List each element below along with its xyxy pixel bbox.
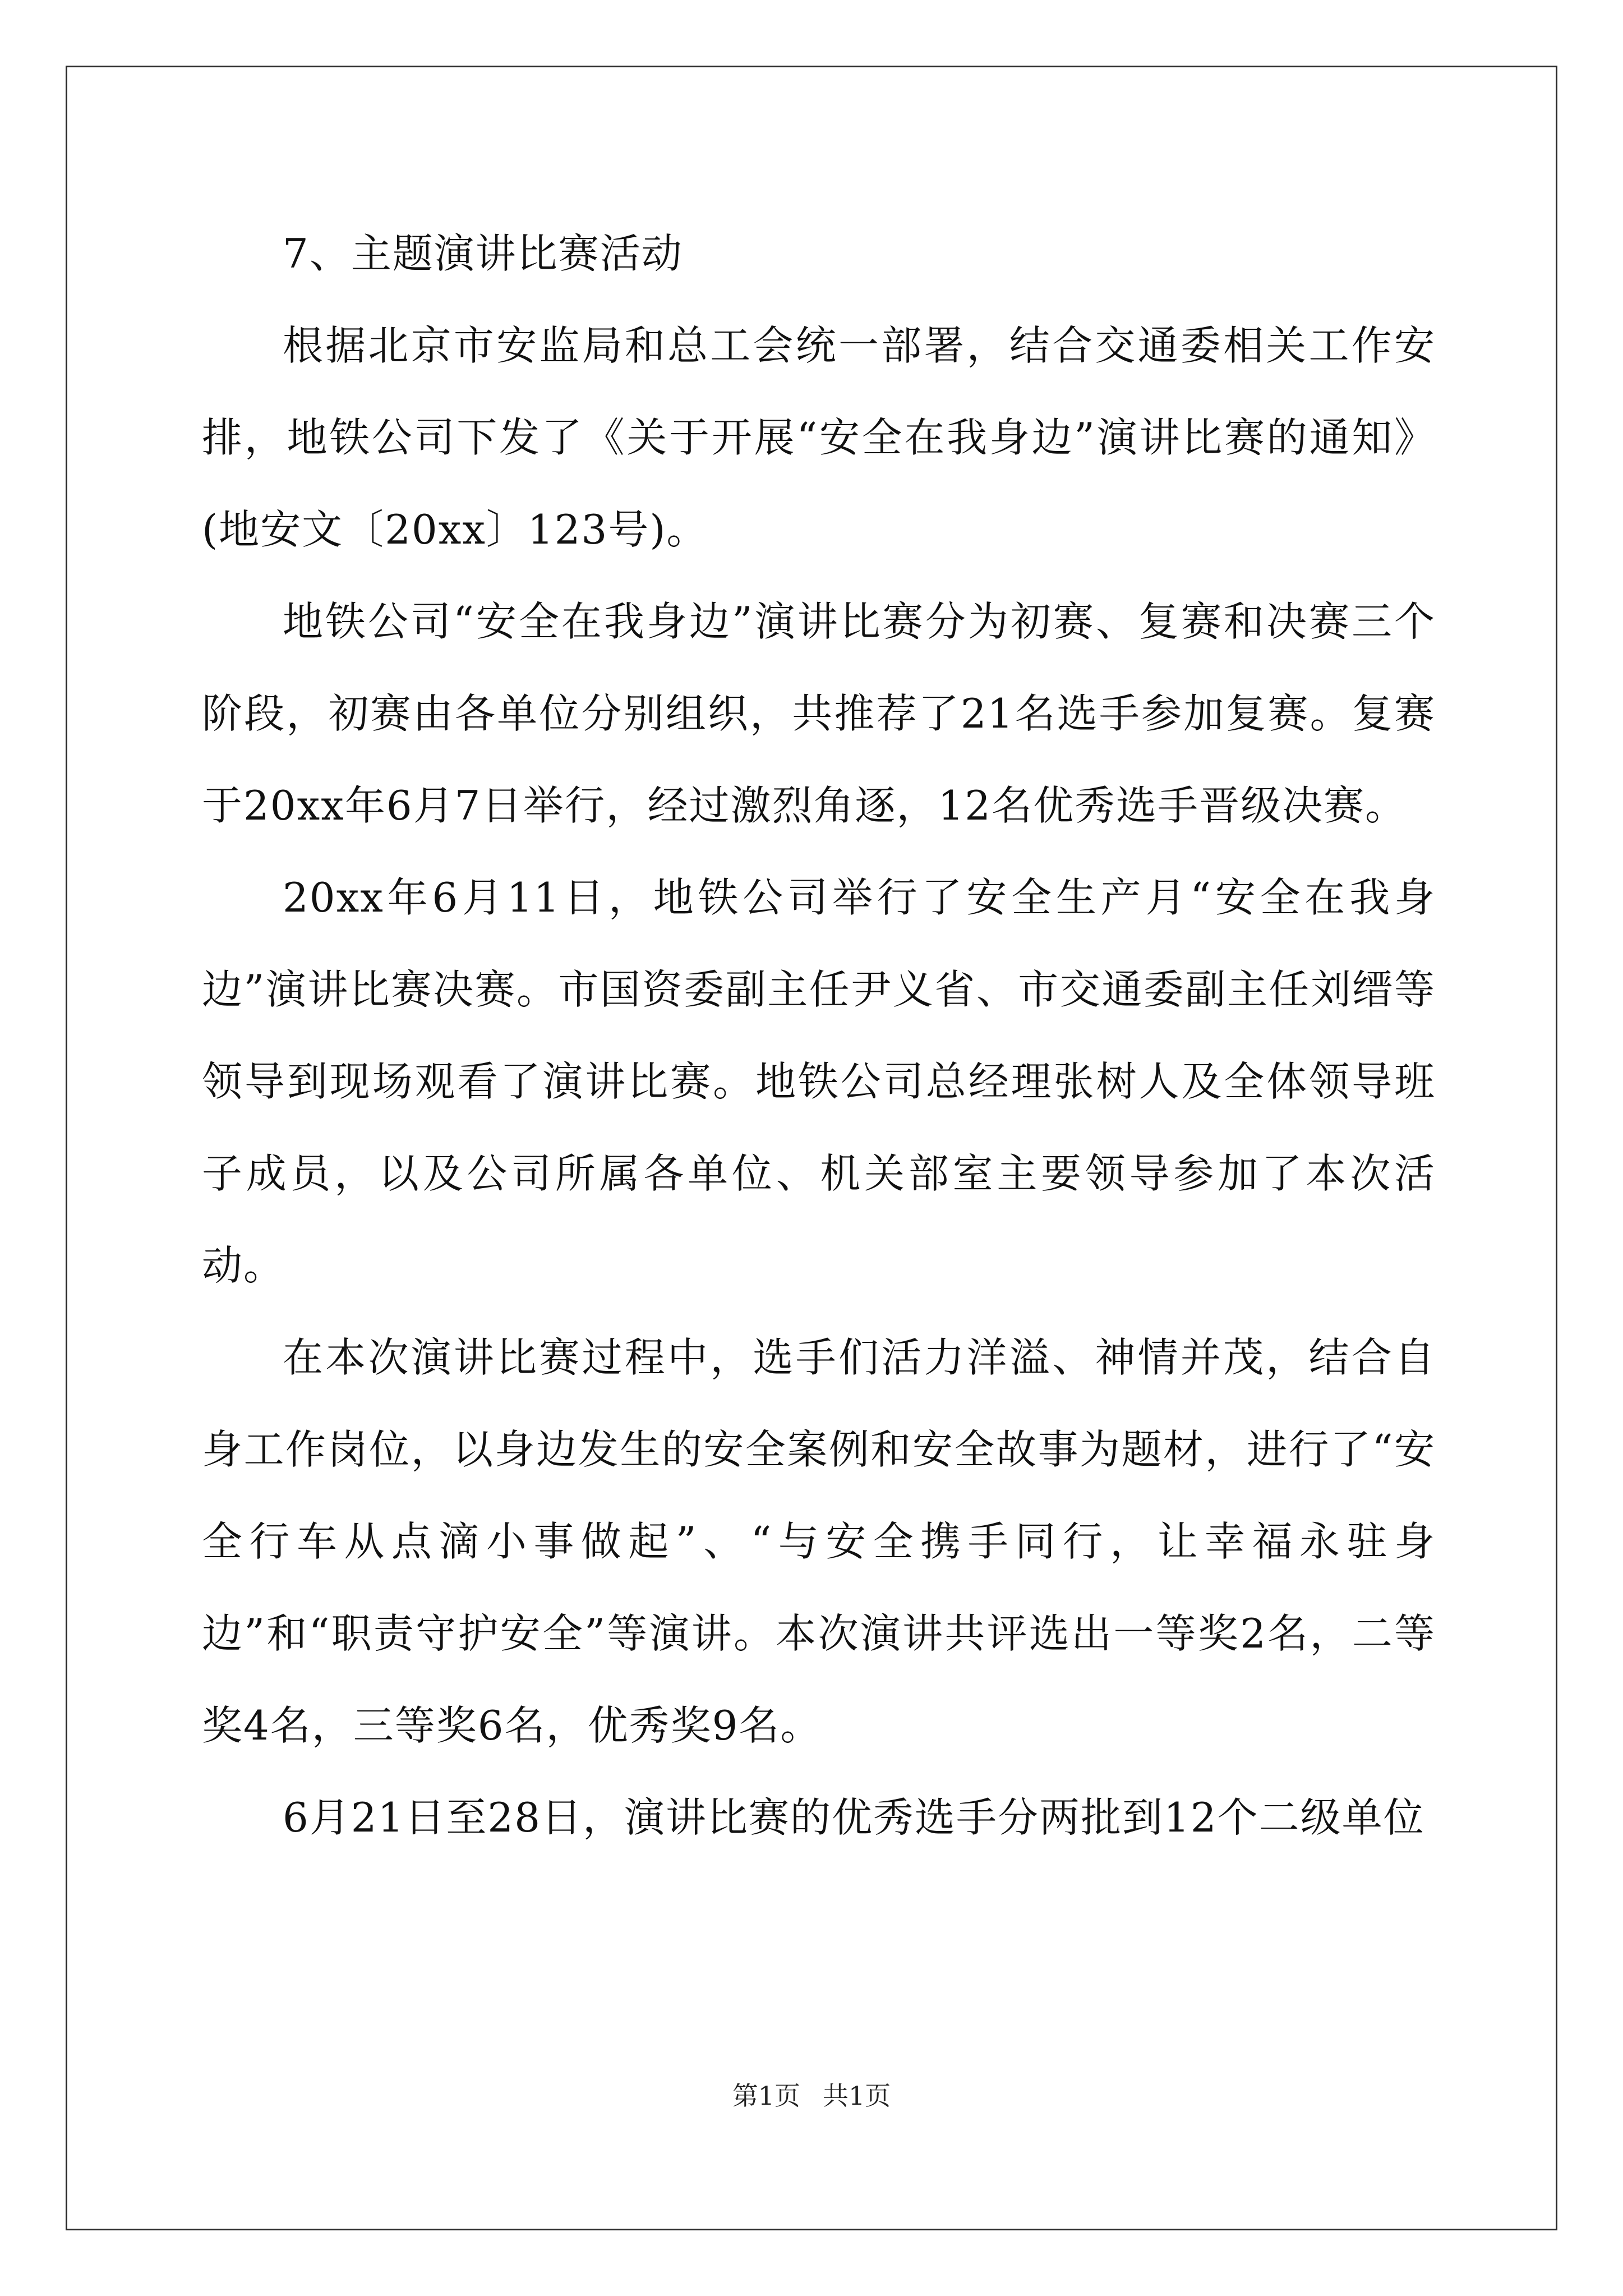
section-heading: 7、主题演讲比赛活动	[283, 230, 683, 277]
paragraph-2: 地铁公司“安全在我身边”演讲比赛分为初赛、复赛和决赛三个阶段，初赛由各单位分别组织，共推荐了21名选手参加复赛。复赛于20xx年6月7日举行，经过激烈角逐，12名优秀选手晋级决赛。	[202, 598, 1436, 829]
paragraph-3: 20xx年6月11日，地铁公司举行了安全生产月“安全在我身边”演讲比赛决赛。市国资委副主任尹义省、市交通委副主任刘缙等领导到现场观看了演讲比赛。地铁公司总经理张树人及全体领导班子成员，以及公司所属各单位、机关部室主要领导参加了本次活动。	[202, 874, 1436, 1289]
paragraph-4: 在本次演讲比赛过程中，选手们活力洋溢、神情并茂，结合自身工作岗位，以身边发生的安全案例和安全故事为题材，进行了“安全行车从点滴小事做起”、“与安全携手同行，让幸福永驻身边”和“职责守护安全”等演讲。本次演讲共评选出一等奖2名，二等奖4名，三等奖6名，优秀奖9名。	[202, 1334, 1436, 1749]
page-footer	[0, 2076, 1623, 2113]
paragraph-5: 6月21日至28日，演讲比赛的优秀选手分两批到12个二级单位	[283, 1794, 1425, 1841]
page-number-current: 第1页	[732, 2081, 800, 2111]
document-body	[202, 208, 1436, 1864]
page-number-total: 共1页	[823, 2081, 891, 2111]
paragraph-1: 根据北京市安监局和总工会统一部署，结合交通委相关工作安排，地铁公司下发了《关于开展“安全在我身边”演讲比赛的通知》(地安文〔20xx〕123号)。	[202, 322, 1436, 553]
